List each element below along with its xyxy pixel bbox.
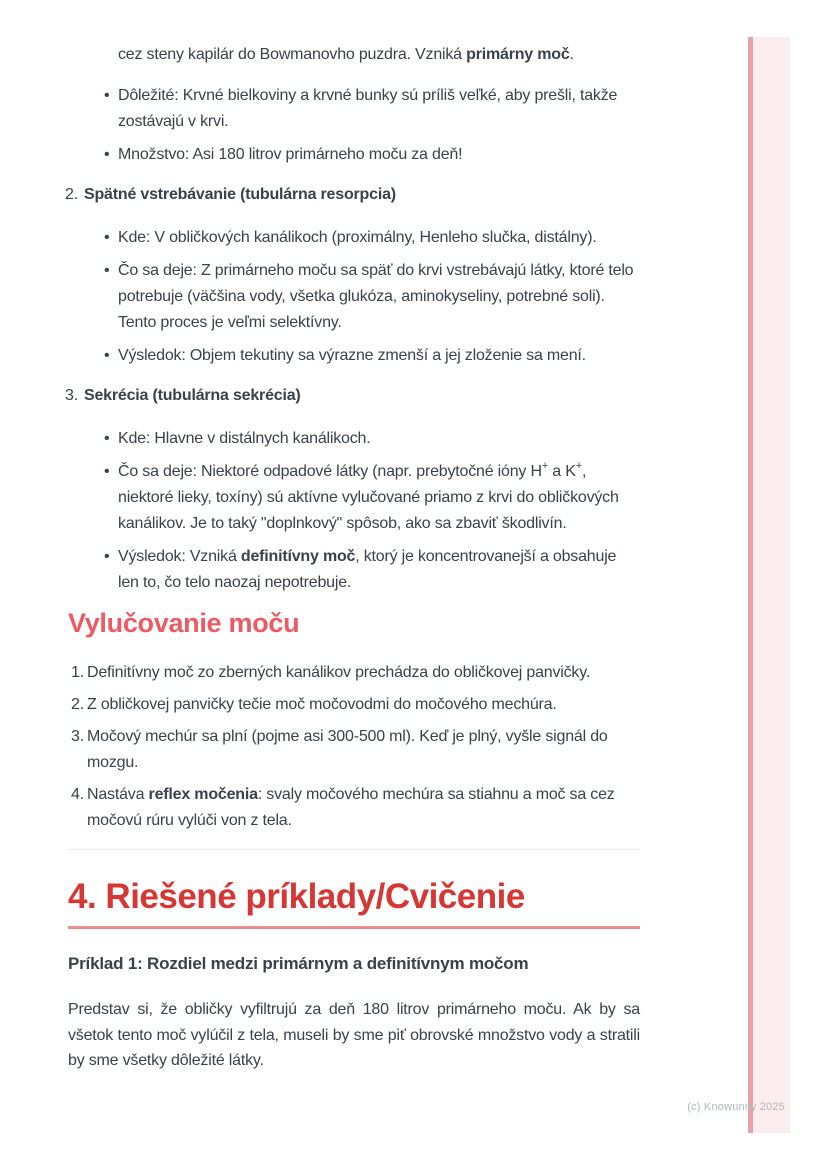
bullet-icon: • <box>104 262 110 279</box>
text-span: , ktorý je koncentrovanejší a obsahuje len to, čo telo naozaj nepotrebuje. <box>118 548 617 591</box>
document-content <box>65 0 640 1074</box>
bold-term-definitive-urine: definitívny moč <box>240 548 356 565</box>
list-item <box>104 225 640 251</box>
text-span: : svaly močového mechúra sa stiahnu a moč sa cez močovú rúru vylúči von z tela. <box>87 786 615 829</box>
list-number: 4. <box>71 786 84 803</box>
list-number: 1. <box>71 664 84 681</box>
list-item <box>68 660 640 686</box>
list-item-text <box>118 544 640 596</box>
chapter-heading-underline <box>68 926 640 929</box>
page-edge-accent-bar <box>748 37 790 1133</box>
list-item <box>104 258 640 336</box>
chapter-heading: 4. Riešené príklady/Cvičenie <box>68 877 525 916</box>
list-item-text: Čo sa deje: Z primárneho moču sa späť do krvi vstrebávajú látky, ktoré telo potrebuje (väčšina vody, všetka glukóza, aminokyseliny, potrebné soli). Tento proces je veľmi selektívny. <box>118 262 634 331</box>
list-item <box>104 426 640 452</box>
list-item-text: Množstvo: Asi 180 litrov primárneho moču za deň! <box>118 146 463 163</box>
numbered-section-heading-3 <box>65 383 640 409</box>
list-item <box>104 459 640 537</box>
text-span: , niektoré lieky, toxíny) sú aktívne vylučované priamo z krvi do obličkových kanálikov. Je to taký "doplnkový" spôsob, ako sa zbaviť škodlivín. <box>118 463 619 532</box>
list-item <box>104 343 640 369</box>
list-item-text: Výsledok: Objem tekutiny sa výrazne zmenší a jej zloženie sa mení. <box>118 347 586 364</box>
text-span: . <box>569 46 574 63</box>
bullet-icon: • <box>104 229 110 246</box>
numbered-section-heading-2 <box>65 182 640 208</box>
section-title: Sekrécia (tubulárna sekrécia) <box>84 387 301 404</box>
bullet-icon: • <box>104 463 110 480</box>
paragraph-continuation-line <box>118 42 640 68</box>
list-item <box>68 782 640 834</box>
bullet-icon: • <box>104 87 110 104</box>
example-heading: Príklad 1: Rozdiel medzi primárnym a definitívnym močom <box>68 954 529 973</box>
list-item <box>104 142 640 168</box>
list-item <box>68 724 640 776</box>
example-paragraph: Predstav si, že obličky vyfiltrujú za deň 180 litrov primárneho moču. Ak by sa všetok tento moč vylúčil z tela, museli by sme piť obrovské množstvo vody a stratili by sme všetky dôležité látky. <box>68 1001 640 1069</box>
superscript-plus: + <box>541 460 549 472</box>
bullet-list-section-2 <box>68 225 640 369</box>
text-span: a K <box>548 463 576 480</box>
list-item-text: Močový mechúr sa plní (pojme asi 300-500 ml). Keď je plný, vyšle signál do mozgu. <box>87 728 608 771</box>
list-item-text: Kde: Hlavne v distálnych kanálikoch. <box>118 430 371 447</box>
text-span: Výsledok: Vzniká <box>118 548 241 565</box>
list-item-text <box>87 782 640 834</box>
list-item-text: Definitívny moč zo zberných kanálikov prechádza do obličkovej panvičky. <box>87 664 591 681</box>
bold-term-micturition-reflex: reflex močenia <box>148 786 258 803</box>
section-title: Spätné vstrebávanie (tubulárna resorpcia) <box>84 186 396 203</box>
text-span: Nastáva <box>87 786 149 803</box>
list-item <box>104 544 640 596</box>
text-span: Čo sa deje: Niektoré odpadové látky (napr. prebytočné ióny H <box>118 463 542 480</box>
bullet-icon: • <box>104 548 110 565</box>
section-divider <box>68 849 640 850</box>
ordered-list-excretion <box>68 660 640 834</box>
list-item-text: Kde: V obličkových kanálikoch (proximálny, Henleho slučka, distálny). <box>118 229 597 246</box>
list-number: 3. <box>71 728 84 745</box>
list-item-text: Dôležité: Krvné bielkoviny a krvné bunky sú príliš veľké, aby prešli, takže zostávajú v krvi. <box>118 87 618 130</box>
list-item <box>104 83 640 135</box>
bold-term-primary-urine: primárny moč <box>466 46 570 63</box>
bullet-icon: • <box>104 347 110 364</box>
bullet-icon: • <box>104 146 110 163</box>
text-span: cez steny kapilár do Bowmanovho puzdra. Vzniká <box>118 46 467 63</box>
list-item-text <box>118 459 640 537</box>
list-number: 2. <box>71 696 84 713</box>
section-heading-excretion: Vylučovanie moču <box>68 608 300 638</box>
list-number: 3. <box>65 387 78 404</box>
list-item-text: Z obličkovej panvičky tečie moč močovodmi do močového mechúra. <box>87 696 557 713</box>
list-number: 2. <box>65 186 78 203</box>
superscript-plus: + <box>575 460 582 472</box>
copyright-watermark: (c) Knowunity 2025 <box>687 1101 785 1113</box>
bullet-list-section-3 <box>68 426 640 596</box>
bullet-icon: • <box>104 430 110 447</box>
bullet-list-intro <box>68 83 640 168</box>
list-item <box>68 692 640 718</box>
